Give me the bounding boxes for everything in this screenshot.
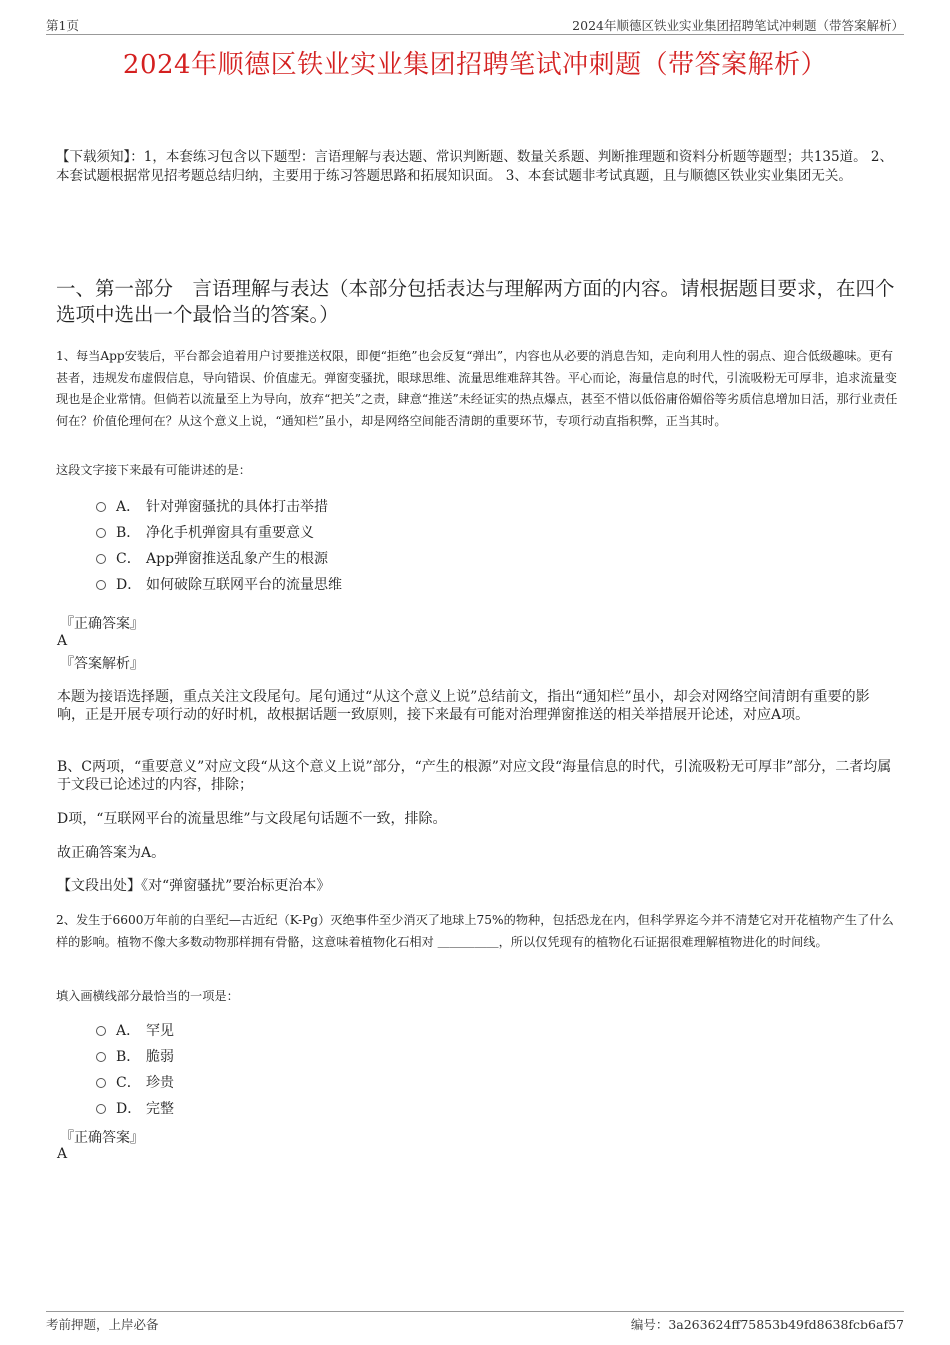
q1-option-d[interactable]: D． 如何破除互联网平台的流量思维: [96, 574, 342, 594]
q2-option-a[interactable]: A． 罕见: [96, 1020, 174, 1040]
radio-icon[interactable]: [96, 1078, 106, 1088]
radio-icon[interactable]: [96, 554, 106, 564]
radio-icon[interactable]: [96, 1026, 106, 1036]
q2-answer-label: 『正确答案』: [60, 1130, 144, 1146]
radio-icon[interactable]: [96, 1052, 106, 1062]
question-1-prompt: 这段文字接下来最有可能讲述的是：: [56, 463, 251, 477]
question-2-text: 2、发生于6600万年前的白垩纪—古近纪（K-Pg）灭绝事件至少消灭了地球上75%的物种，包括恐龙在内，但科学界迄今并不清楚它对开花植物产生了什么样的影响。植物不像大多数动物那样拥有骨骼，这意味着植物化石相对 ＿＿＿＿＿，所以仅凭现有的植物化石证据很难理解植物进化的时间线。: [56, 913, 894, 949]
q1-analysis-paragraph: D项，“互联网平台的流量思维”与文段尾句话题不一致，排除。: [57, 811, 447, 827]
radio-icon[interactable]: [96, 580, 106, 590]
q1-analysis-paragraph: 本题为接语选择题，重点关注文段尾句。尾句通过“从这个意义上说”总结前文，指出“通知栏”虽小，却会对网络空间清朗有重要的影响，正是开展专项行动的好时机，故根据话题一致原则，接下来最有可能对治理弹窗推送的相关举措展开论述，对应A项。: [57, 689, 870, 723]
radio-icon[interactable]: [96, 1104, 106, 1114]
q2-option-d[interactable]: D． 完整: [96, 1098, 174, 1118]
page-footer: [46, 1311, 904, 1334]
q1-answer: A: [57, 633, 68, 649]
q1-answer-label: 『正确答案』: [60, 616, 144, 632]
page-number: 第1页: [46, 18, 79, 33]
section-heading: 一、第一部分 言语理解与表达（本部分包括表达与理解两方面的内容。请根据题目要求，在四个选项中选出一个最恰当的答案。）: [56, 277, 895, 326]
q1-option-b[interactable]: B． 净化手机弹窗具有重要意义: [96, 522, 314, 542]
q2-option-b[interactable]: B． 脆弱: [96, 1046, 174, 1066]
q1-analysis-paragraph: B、C两项，“重要意义”对应文段“从这个意义上说”部分，“产生的根源”对应文段“海量信息的时代，引流吸粉无可厚非”部分，二者均属于文段已论述过的内容，排除；: [57, 759, 892, 793]
page-header: [46, 14, 904, 35]
q1-option-a[interactable]: A． 针对弹窗骚扰的具体打击举措: [96, 496, 328, 516]
radio-icon[interactable]: [96, 528, 106, 538]
q1-option-c[interactable]: C． App弹窗推送乱象产生的根源: [96, 548, 328, 568]
radio-icon[interactable]: [96, 502, 106, 512]
q1-analysis-label: 『答案解析』: [60, 656, 144, 672]
page-title: 2024年顺德区铁业实业集团招聘笔试冲刺题（带答案解析）: [122, 50, 828, 80]
q1-analysis-paragraph: 故正确答案为A。: [57, 845, 166, 861]
q2-option-c[interactable]: C． 珍贵: [96, 1072, 174, 1092]
q1-source: 【文段出处】《对“弹窗骚扰”要治标更治本》: [57, 878, 331, 894]
footer-serial: 编号：3a263624ff75853b49fd8638fcb6af57: [630, 1317, 904, 1332]
footer-slogan: 考前押题，上岸必备: [46, 1317, 159, 1332]
download-notice: 【下载须知】：1，本套练习包含以下题型：言语理解与表达题、常识判断题、数量关系题、判断推理题和资料分析题等题型；共135道。 2、本套试题根据常见招考题总结归纳，主要用于练习答题思路和拓展知识面。 3、本套试题非考试真题，且与顺德区铁业实业集团无关。: [56, 149, 893, 184]
q2-answer: A: [57, 1146, 68, 1162]
header-doc-title: 2024年顺德区铁业实业集团招聘笔试冲刺题（带答案解析）: [572, 18, 904, 33]
question-2-prompt: 填入画横线部分最恰当的一项是：: [56, 989, 239, 1003]
question-1-text: 1、每当App安装后，平台都会追着用户讨要推送权限，即便“拒绝”也会反复“弹出”，内容也从必要的消息告知，走向利用人性的弱点、迎合低级趣味。更有甚者，违规发布虚假信息，导向错误、价值虚无。弹窗变骚扰，眼球思维、流量思维难辞其咎。平心而论，海量信息的时代，引流吸粉无可厚非，追求流量变现也是企业常情。但倘若以流量至上为导向，放弃“把关”之责，肆意“推送”未经证实的热点爆点，甚至不惜以低俗庸俗媚俗等劣质信息增加日活，那行业责任何在？价值伦理何在？从这个意义上说，“通知栏”虽小，却是网络空间能否清朗的重要环节，专项行动直指积弊，正当其时。: [56, 349, 898, 428]
